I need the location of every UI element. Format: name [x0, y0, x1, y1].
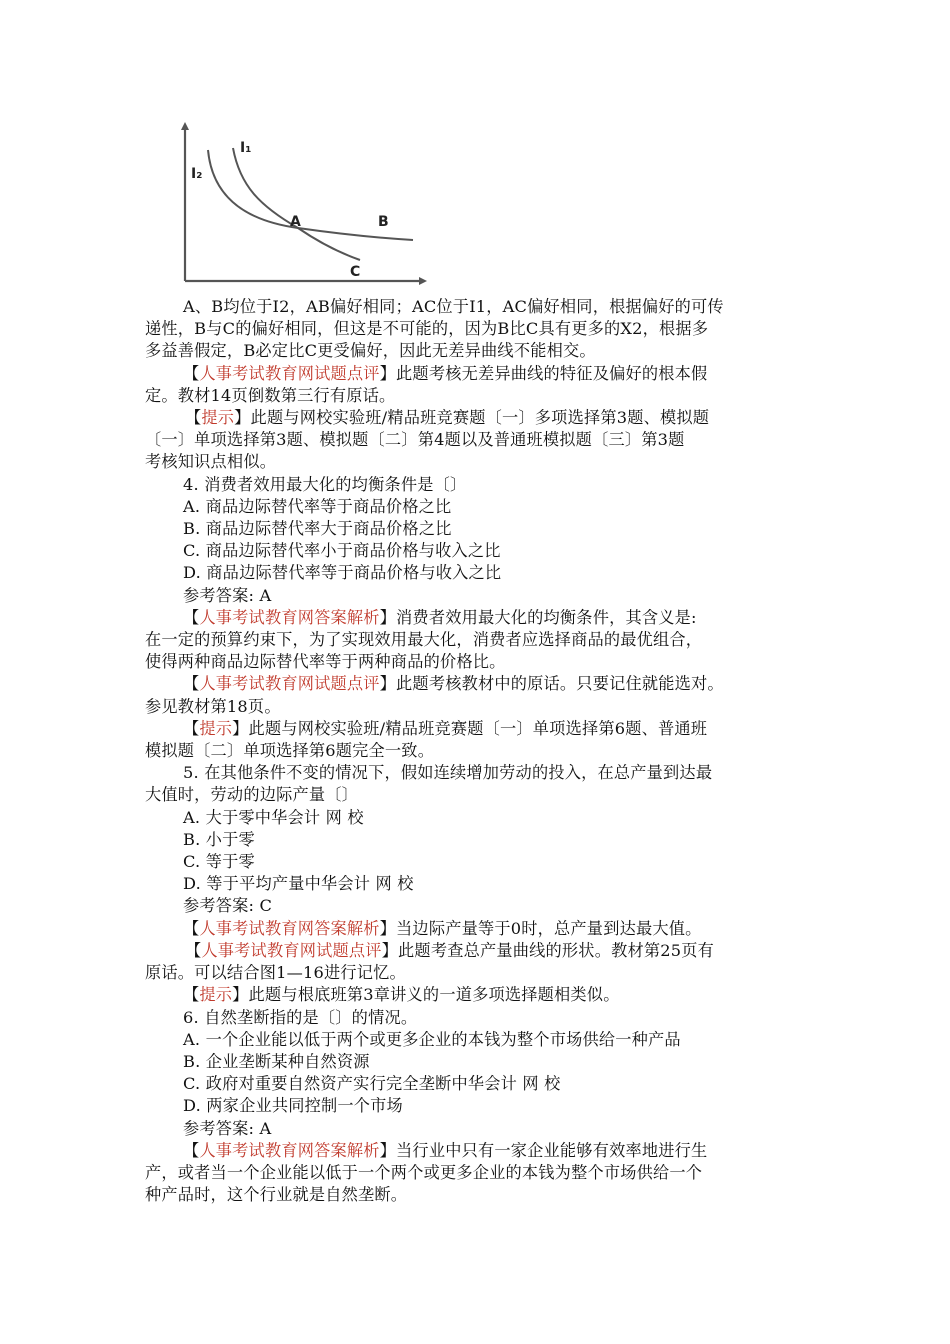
text-line [145, 962, 817, 984]
text-line [145, 1095, 817, 1117]
text-segment: 【 [183, 363, 200, 383]
highlight-label: 人事考试教育网答案解析 [199, 607, 380, 627]
text-segment: 递性，B与C的偏好相同，但这是不可能的，因为B比C具有更多的X2，根据多 [145, 319, 709, 339]
text-line [145, 1184, 817, 1206]
text-segment: 6. 自然垄断指的是〔〕的情况。 [183, 1007, 418, 1027]
text-segment: 4. 消费者效用最大化的均衡条件是〔〕 [183, 474, 467, 494]
text-line [145, 829, 817, 851]
text-line [145, 562, 817, 584]
text-line [145, 385, 817, 407]
document-body [145, 296, 817, 1206]
text-line [145, 296, 817, 318]
highlight-label: 提示 [201, 408, 235, 428]
text-segment: 产，或者当一个企业能以低于一个两个或更多企业的本钱为整个市场供给一个 [145, 1162, 703, 1182]
text-line [145, 451, 817, 473]
text-segment: D. 商品边际替代率等于商品价格与收入之比 [183, 563, 502, 583]
text-segment: 】此题与根底班第3章讲义的一道多项选择题相类似。 [232, 985, 620, 1005]
label-i2: I₂ [191, 166, 203, 182]
text-line [145, 673, 817, 695]
text-segment: 使得两种商品边际替代率等于两种商品的价格比。 [145, 652, 506, 672]
text-segment: 参考答案: A [183, 1118, 272, 1138]
text-line [145, 1073, 817, 1095]
text-line [145, 496, 817, 518]
text-segment: 】此题考核无差异曲线的特征及偏好的根本假 [379, 363, 708, 383]
text-line [145, 540, 817, 562]
text-segment: 在一定的预算约束下，为了实现效用最大化，消费者应选择商品的最优组合， [145, 630, 703, 650]
text-segment: A. 大于零中华会计 网 校 [183, 807, 364, 827]
text-segment: 】当边际产量等于0时，总产量到达最大值。 [379, 918, 702, 938]
label-a: A [290, 214, 301, 230]
text-line [145, 340, 817, 362]
text-segment: 】此题与网校实验班/精品班竞赛题〔一〕单项选择第6题、普通班 [232, 718, 708, 738]
text-segment: 参考答案: C [183, 896, 273, 916]
text-segment: 【 [183, 918, 200, 938]
text-line [145, 1007, 817, 1029]
text-segment: 原话。可以结合图1—16进行记忆。 [145, 963, 406, 983]
text-segment: C. 政府对重要自然资产实行完全垄断中华会计 网 校 [183, 1074, 561, 1094]
label-b: B [378, 214, 389, 230]
text-segment: B. 商品边际替代率大于商品价格之比 [183, 519, 452, 539]
text-line [145, 762, 817, 784]
highlight-label: 人事考试教育网答案解析 [199, 1140, 380, 1160]
text-segment: 参见教材第18页。 [145, 696, 281, 716]
text-line [145, 696, 817, 718]
text-segment: D. 两家企业共同控制一个市场 [183, 1096, 403, 1116]
text-line [145, 1118, 817, 1140]
text-segment: 大值时，劳动的边际产量〔〕 [145, 785, 359, 805]
text-segment: A. 一个企业能以低于两个或更多企业的本钱为整个市场供给一种产品 [183, 1029, 681, 1049]
text-segment: 5. 在其他条件不变的情况下，假如连续增加劳动的投入，在总产量到达最 [183, 763, 713, 783]
text-segment: B. 小于零 [183, 829, 255, 849]
text-line [145, 918, 817, 940]
curve-i1 [233, 148, 360, 260]
text-line [145, 474, 817, 496]
text-line [145, 873, 817, 895]
text-line [145, 429, 817, 451]
text-segment: 】此题考核教材中的原话。只要记住就能选对。 [379, 674, 724, 694]
text-segment: B. 企业垄断某种自然资源 [183, 1051, 370, 1071]
highlight-label: 提示 [199, 718, 233, 738]
text-segment: 【 [183, 718, 200, 738]
text-line [145, 607, 817, 629]
indifference-curve-diagram [160, 118, 430, 296]
highlight-label: 人事考试教育网试题点评 [199, 363, 380, 383]
text-segment: 模拟题〔二〕单项选择第6题完全一致。 [145, 741, 435, 761]
text-segment: 【 [183, 674, 200, 694]
text-line [145, 784, 817, 806]
text-segment: 】消费者效用最大化的均衡条件，其含义是: [379, 607, 697, 627]
text-segment: A、B均位于I2，AB偏好相同；AC位于I1，AC偏好相同，根据偏好的可传 [183, 297, 724, 316]
text-segment: 【 [183, 1140, 200, 1160]
text-segment: A. 商品边际替代率等于商品价格之比 [183, 496, 452, 516]
text-line [145, 1140, 817, 1162]
text-line [145, 940, 817, 962]
text-segment: 】当行业中只有一家企业能够有效率地进行生 [379, 1140, 708, 1160]
text-segment: 参考答案: A [183, 585, 272, 605]
indifference-curve-svg [160, 118, 430, 296]
label-i1: I₁ [240, 140, 252, 156]
highlight-label: 人事考试教育网试题点评 [201, 940, 382, 960]
text-line [145, 1162, 817, 1184]
highlight-label: 人事考试教育网试题点评 [199, 674, 380, 694]
text-segment: 【 [185, 940, 202, 960]
text-line [145, 851, 817, 873]
text-line [145, 807, 817, 829]
label-c: C [350, 264, 361, 280]
text-segment: 种产品时，这个行业就是自然垄断。 [145, 1185, 408, 1205]
text-line [145, 318, 817, 340]
text-segment: 多益善假定，B必定比C更受偏好，因此无差异曲线不能相交。 [145, 341, 596, 361]
text-line [145, 1029, 817, 1051]
text-line [145, 651, 817, 673]
text-segment: 〔一〕单项选择第3题、模拟题〔二〕第4题以及普通班模拟题〔三〕第3题 [145, 430, 685, 450]
text-segment: 【 [185, 408, 202, 428]
text-segment: 【 [183, 607, 200, 627]
text-segment: 【 [183, 985, 200, 1005]
text-line [145, 407, 817, 429]
text-segment: 】此题与网校实验班/精品班竞赛题〔一〕多项选择第3题、模拟题 [234, 408, 710, 428]
text-line [145, 363, 817, 385]
text-segment: D. 等于平均产量中华会计 网 校 [183, 874, 414, 894]
text-segment: 定。教材14页倒数第三行有原话。 [145, 385, 396, 405]
text-line [145, 984, 817, 1006]
text-segment: 】此题考查总产量曲线的形状。教材第25页有 [381, 940, 715, 960]
text-segment: C. 商品边际替代率小于商品价格与收入之比 [183, 541, 501, 561]
text-segment: 考核知识点相似。 [145, 452, 277, 472]
text-line [145, 718, 817, 740]
text-line [145, 629, 817, 651]
text-line [145, 585, 817, 607]
highlight-label: 提示 [199, 985, 233, 1005]
text-segment: C. 等于零 [183, 852, 255, 872]
text-line [145, 518, 817, 540]
highlight-label: 人事考试教育网答案解析 [199, 918, 380, 938]
text-line [145, 740, 817, 762]
text-line [145, 1051, 817, 1073]
text-line [145, 895, 817, 917]
